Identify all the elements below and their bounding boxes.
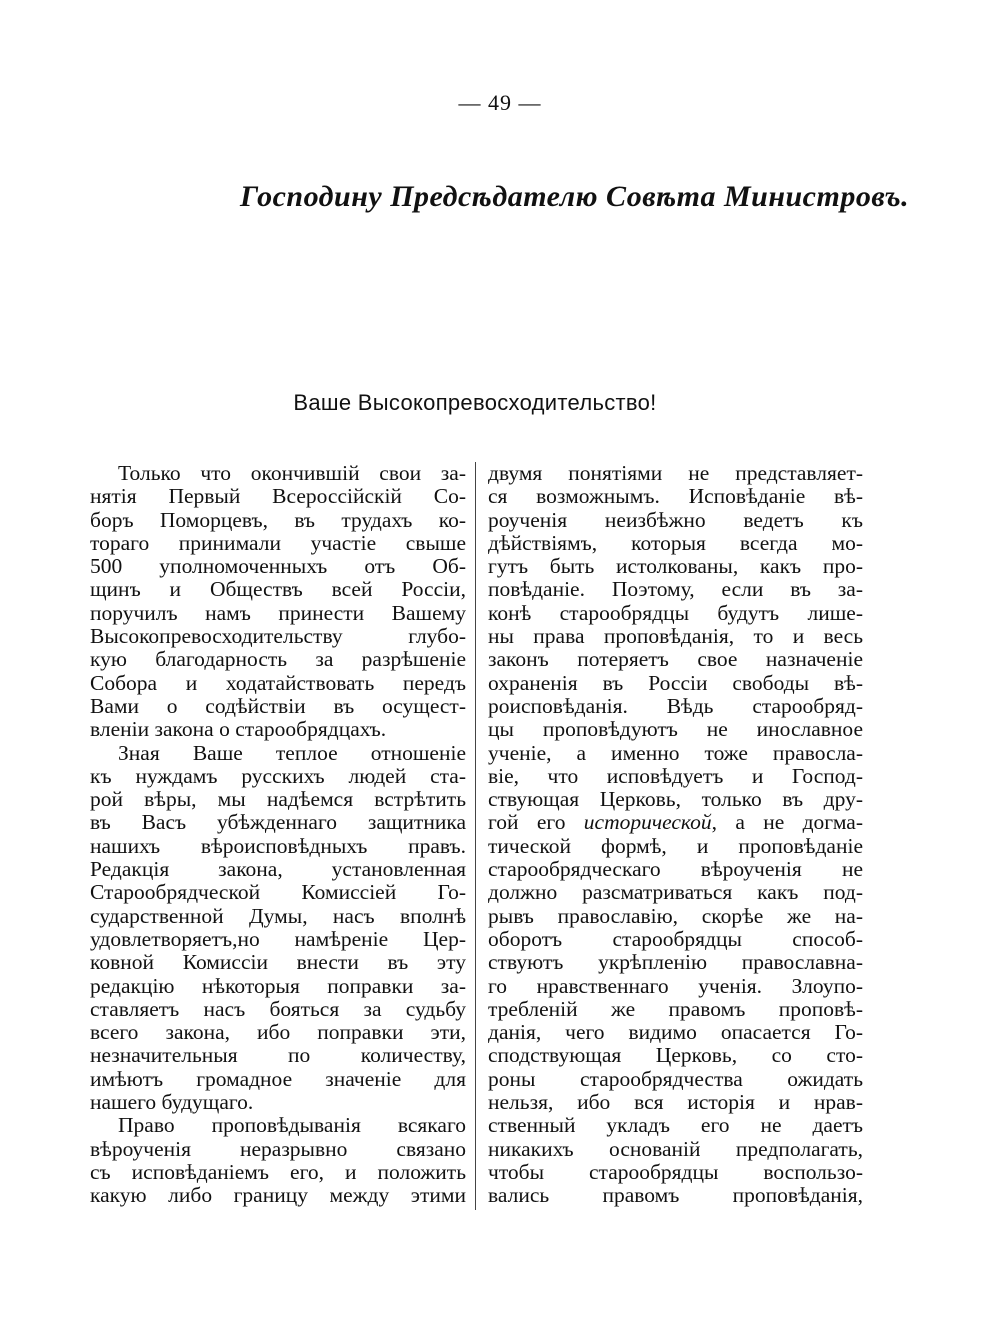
text-line: Старообрядческой Комиссіей Го-: [90, 881, 466, 905]
text-line: роученія неизбѣжно ведетъ къ: [488, 508, 863, 532]
text-line: нельзя, ибо вся исторія и нрав-: [488, 1091, 863, 1115]
text-line: данія, чего видимо опасается Го-: [488, 1021, 863, 1045]
text-line: Право проповѣдыванія всякаго: [118, 1114, 466, 1138]
addressee-heading: Господину Предсѣдателю Совѣта Министровъ.: [240, 180, 910, 213]
text-line: сподствующая Церковь, со сто-: [488, 1044, 863, 1068]
salutation: Ваше Высокопревосходительство!: [293, 390, 657, 415]
text-line: имѣютъ громадное значеніе для: [90, 1067, 466, 1091]
text-line: ся возможнымъ. Исповѣданіе вѣ-: [488, 485, 863, 509]
text-line: поручилъ намъ принести Вашему: [90, 601, 466, 625]
text-line: къ нуждамъ русскихъ людей ста-: [90, 764, 466, 788]
text-line: оборотъ старообрядцы способ-: [488, 927, 863, 951]
text-line: тической формѣ, и проповѣданіе: [488, 834, 863, 858]
text-line: охраненія въ Россіи свободы вѣ-: [488, 671, 863, 695]
text-line: щинъ и Обществъ всей Россіи,: [90, 578, 466, 602]
text-line: двумя понятіями не представляет-: [488, 462, 863, 485]
text-line: удовлетворяетъ,но намѣреніе Цер-: [90, 927, 466, 951]
text-line: Только что окончившій свои за-: [118, 462, 466, 485]
text-line: роны старообрядчества ожидать: [488, 1067, 863, 1091]
text-line: незначительныя по количеству,: [90, 1044, 466, 1068]
text-line: вѣроученія неразрывно связано: [90, 1137, 466, 1161]
text-line: ковной Комиссіи внести въ эту: [90, 951, 466, 975]
text-line: съ исповѣданіемъ его, и положить: [90, 1160, 466, 1184]
text-line: Высокопревосходительству глубо-: [90, 625, 466, 649]
text-line: всего закона, ибо поправки эти,: [90, 1021, 466, 1045]
text-line: Собора и ходатайствовать передъ: [90, 671, 466, 695]
text-line: ственный укладъ его не даетъ: [488, 1114, 863, 1138]
text-line: Зная Ваше теплое отношеніе: [118, 741, 466, 765]
text-line: боръ Поморцевъ, въ трудахъ ко-: [90, 508, 466, 532]
text-line: ствуютъ укрѣпленію православна-: [488, 951, 863, 975]
text-line: го нравственнаго ученія. Злоупо-: [488, 974, 863, 998]
text-line: нашихъ вѣроисповѣдныхъ правъ.: [90, 834, 466, 858]
text-line: віе, что исповѣдуетъ и Господ-: [488, 764, 863, 788]
text-line: тораго принимали участіе свыше: [90, 531, 466, 555]
column-divider: [475, 462, 476, 1210]
text-line: рой вѣры, мы надѣемся встрѣтить: [90, 788, 466, 812]
text-line: никакихъ основаній предполагать,: [488, 1137, 863, 1161]
right-column: [488, 462, 863, 1208]
text-line: чтобы старообрядцы воспользо-: [488, 1160, 863, 1184]
text-line: роисповѣданія. Вѣдь старообряд-: [488, 694, 863, 718]
text-line: кую благодарность за разрѣшеніе: [90, 648, 466, 672]
text-line: вались правомъ проповѣданія,: [488, 1184, 863, 1208]
text-line: законъ потеряетъ свое назначеніе: [488, 648, 863, 672]
text-line: нашего будущаго.: [90, 1091, 254, 1115]
text-line: нятія Первый Всероссійскій Со-: [90, 485, 466, 509]
text-line: 500 уполномоченныхъ отъ Об-: [90, 555, 466, 579]
text-line: гой его исторической, а не догма-: [488, 811, 863, 835]
text-line: старообрядческаго вѣроученія не: [488, 858, 863, 882]
text-line: редакцію нѣкоторыя поправки за-: [90, 974, 466, 998]
text-line: ны права проповѣданія, то и весь: [488, 625, 863, 649]
text-line: сударственной Думы, насъ вполнѣ: [90, 904, 466, 928]
left-column: [90, 462, 466, 1208]
text-line: въ Васъ убѣжденнаго защитника: [90, 811, 466, 835]
text-line: ставляетъ насъ бояться за судьбу: [90, 997, 466, 1021]
text-line: должно разсматриваться какъ под-: [488, 881, 863, 905]
text-line: требленій же правомъ проповѣ-: [488, 997, 863, 1021]
page-number: — 49 —: [458, 90, 542, 115]
text-line: Вами о содѣйствіи въ осущест-: [90, 694, 466, 718]
text-line: гутъ быть истолкованы, какъ про-: [488, 555, 863, 579]
text-line: какую либо границу между этими: [90, 1184, 466, 1208]
text-line: повѣданіе. Поэтому, если въ за-: [488, 578, 863, 602]
text-line: дѣйствіямъ, которыя всегда мо-: [488, 531, 863, 555]
text-line: ствующая Церковь, только въ дру-: [488, 788, 863, 812]
text-line: конѣ старообрядцы будутъ лише-: [488, 601, 863, 625]
text-line: Редакція закона, установленная: [90, 858, 466, 882]
text-line: рывъ православію, скорѣе же на-: [488, 904, 863, 928]
text-line: ученіе, а именно тоже правосла-: [488, 741, 863, 765]
text-line: вленіи закона о старообрядцахъ.: [90, 718, 387, 742]
text-line: цы проповѣдуютъ не инославное: [488, 718, 863, 742]
